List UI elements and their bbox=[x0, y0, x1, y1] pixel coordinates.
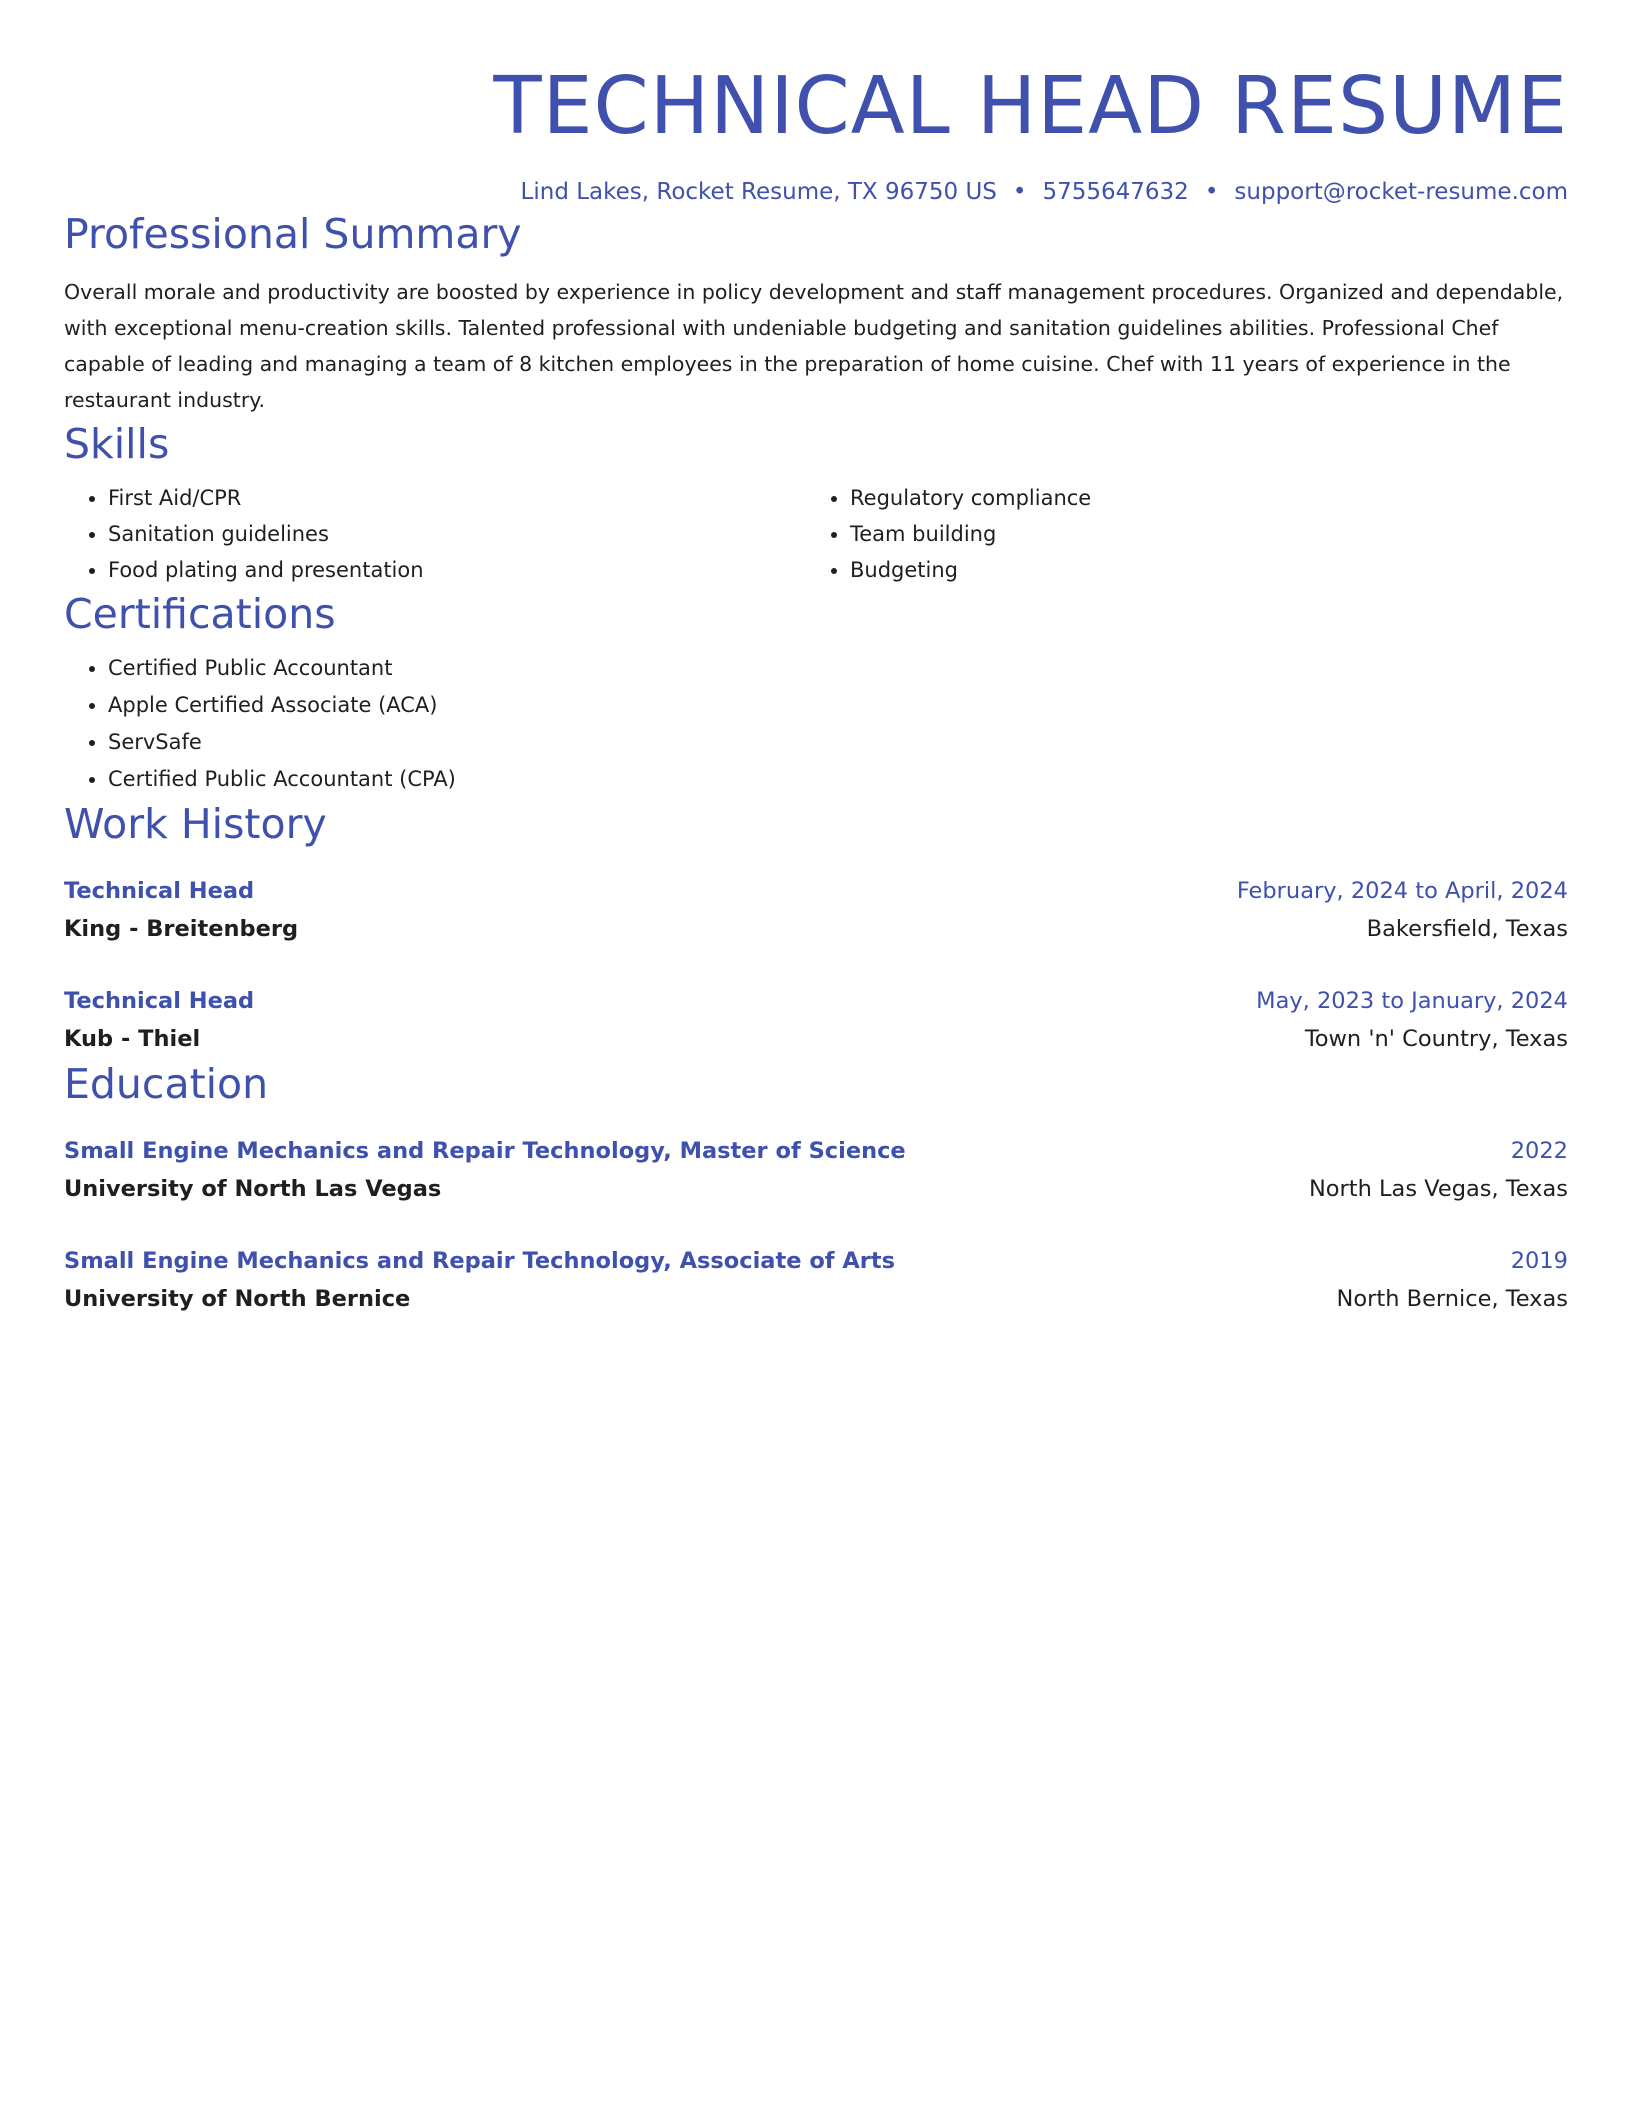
work-entry bbox=[64, 872, 1568, 948]
skill-item: • Budgeting bbox=[850, 552, 1548, 588]
graduation-year: 2019 bbox=[1510, 1248, 1568, 1274]
skill-item: • Sanitation guidelines bbox=[108, 516, 806, 552]
skill-item: • Regulatory compliance bbox=[850, 480, 1548, 516]
degree-title: Small Engine Mechanics and Repair Technology, Associate of Arts bbox=[64, 1248, 896, 1274]
certifications-list bbox=[64, 650, 1568, 798]
graduation-year: 2022 bbox=[1510, 1138, 1568, 1164]
contact-separator: • bbox=[1012, 179, 1027, 205]
education-entry bbox=[64, 1132, 1568, 1208]
job-location: Bakersfield, Texas bbox=[1366, 916, 1568, 942]
contact-address: Lind Lakes, Rocket Resume, TX 96750 US bbox=[520, 179, 997, 205]
certification-item: • Certified Public Accountant (CPA) bbox=[108, 761, 1568, 798]
education-heading: Education bbox=[64, 1060, 269, 1108]
skills-list-right bbox=[806, 480, 1548, 588]
school-location: North Bernice, Texas bbox=[1336, 1286, 1568, 1312]
job-location: Town 'n' Country, Texas bbox=[1304, 1026, 1568, 1052]
summary-text: Overall morale and productivity are boosted by experience in policy development and staff management procedures. Organized and dependable, with exceptional menu-creation skills. Talented professional with undeniable budgeting and sanitation guidelines abilities. Professional Chef capable of leading and managing a team of 8 kitchen employees in the preparation of home cuisine. Chef with 11 years of experience in the restaurant industry. bbox=[64, 280, 1564, 412]
skill-item: • First Aid/CPR bbox=[108, 480, 806, 516]
skills-columns bbox=[64, 480, 1568, 588]
skill-item: • Food plating and presentation bbox=[108, 552, 806, 588]
work-entry bbox=[64, 982, 1568, 1058]
skills-list-left bbox=[64, 480, 806, 588]
certification-item: • Apple Certified Associate (ACA) bbox=[108, 687, 1568, 724]
school-name: University of North Las Vegas bbox=[64, 1176, 442, 1202]
skills-heading: Skills bbox=[64, 420, 170, 468]
company-name: Kub - Thiel bbox=[64, 1026, 201, 1052]
degree-title: Small Engine Mechanics and Repair Technology, Master of Science bbox=[64, 1138, 906, 1164]
contact-separator: • bbox=[1204, 179, 1219, 205]
education-entry bbox=[64, 1242, 1568, 1318]
job-title: Technical Head bbox=[64, 988, 255, 1014]
job-title: Technical Head bbox=[64, 878, 255, 904]
skill-item: • Team building bbox=[850, 516, 1548, 552]
resume-title: TECHNICAL HEAD RESUME bbox=[493, 60, 1568, 152]
job-dates: February, 2024 to April, 2024 bbox=[1236, 878, 1568, 904]
company-name: King - Breitenberg bbox=[64, 916, 299, 942]
certifications-heading: Certifications bbox=[64, 590, 336, 638]
contact-line bbox=[64, 176, 1568, 208]
work-history-heading: Work History bbox=[64, 800, 327, 848]
job-dates: May, 2023 to January, 2024 bbox=[1256, 988, 1568, 1014]
school-name: University of North Bernice bbox=[64, 1286, 411, 1312]
summary-heading: Professional Summary bbox=[64, 210, 522, 258]
resume-page bbox=[64, 0, 1568, 1318]
contact-phone: 5755647632 bbox=[1042, 179, 1189, 205]
contact-email: support@rocket-resume.com bbox=[1234, 179, 1568, 205]
certification-item: • ServSafe bbox=[108, 724, 1568, 761]
school-location: North Las Vegas, Texas bbox=[1308, 1176, 1568, 1202]
certification-item: • Certified Public Accountant bbox=[108, 650, 1568, 687]
